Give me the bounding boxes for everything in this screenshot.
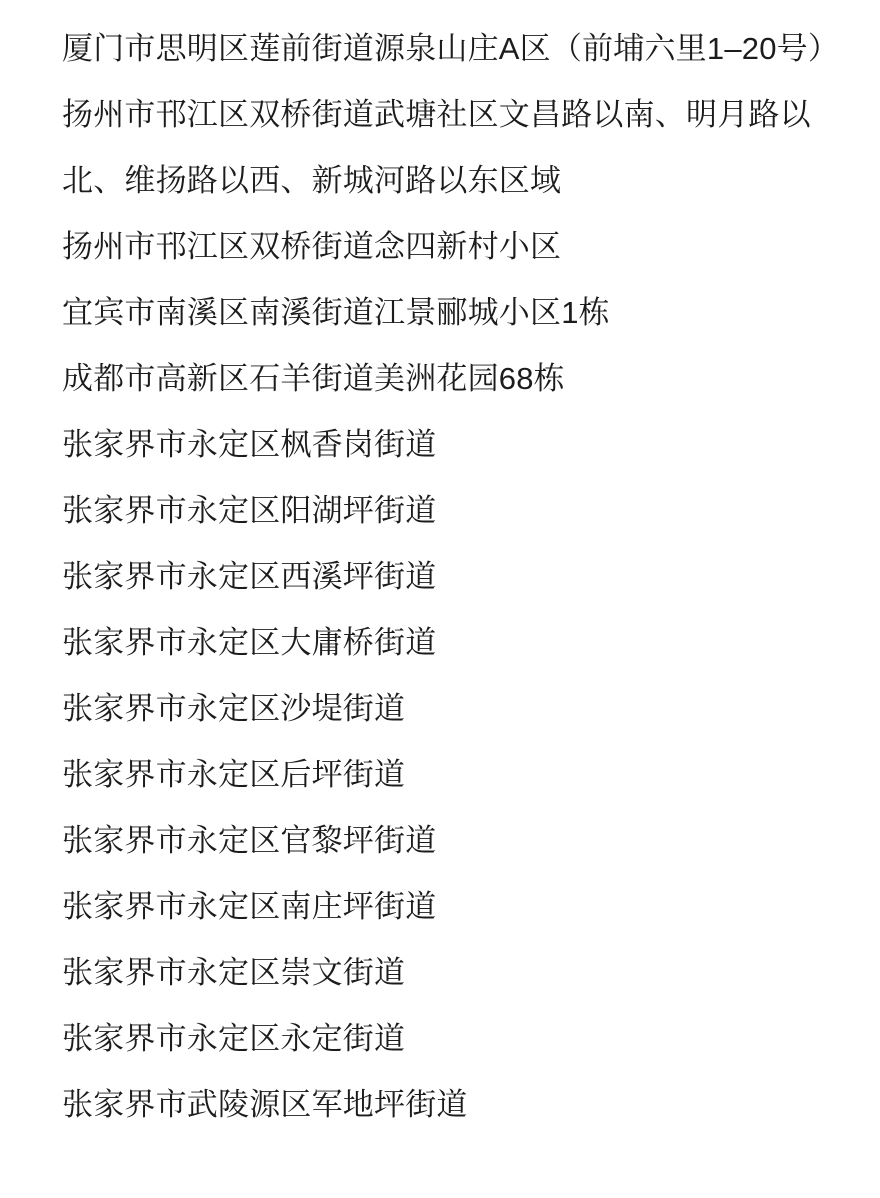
list-item: 扬州市邗江区双桥街道念四新村小区: [62, 229, 562, 264]
list-item: 张家界市永定区阳湖坪街道: [62, 493, 437, 528]
list-item: 张家界市永定区后坪街道: [62, 757, 406, 792]
list-item: 宜宾市南溪区南溪街道江景郦城小区1栋: [62, 295, 610, 330]
list-item: 张家界市永定区崇文街道: [62, 955, 406, 990]
list-item: 张家界市永定区永定街道: [62, 1021, 406, 1056]
list-item: 成都市高新区石羊街道美洲花园68栋: [62, 361, 565, 396]
list-item: 张家界市永定区南庄坪街道: [62, 889, 437, 924]
list-item: 张家界市永定区大庸桥街道: [62, 625, 437, 660]
list-item: 张家界市永定区沙堤街道: [62, 691, 406, 726]
list-item: 张家界市武陵源区军地坪街道: [62, 1087, 468, 1122]
list-item: 张家界市永定区枫香岗街道: [62, 427, 437, 462]
list-item: 张家界市永定区官黎坪街道: [62, 823, 437, 858]
list-item: 厦门市思明区莲前街道源泉山庄A区（前埔六里1–20号）: [62, 31, 840, 66]
list-item: 张家界市永定区西溪坪街道: [62, 559, 437, 594]
list-item: 扬州市邗江区双桥街道武塘社区文昌路以南、明月路以北、维扬路以西、新城河路以东区域: [62, 97, 811, 198]
address-list: [62, 16, 840, 1138]
